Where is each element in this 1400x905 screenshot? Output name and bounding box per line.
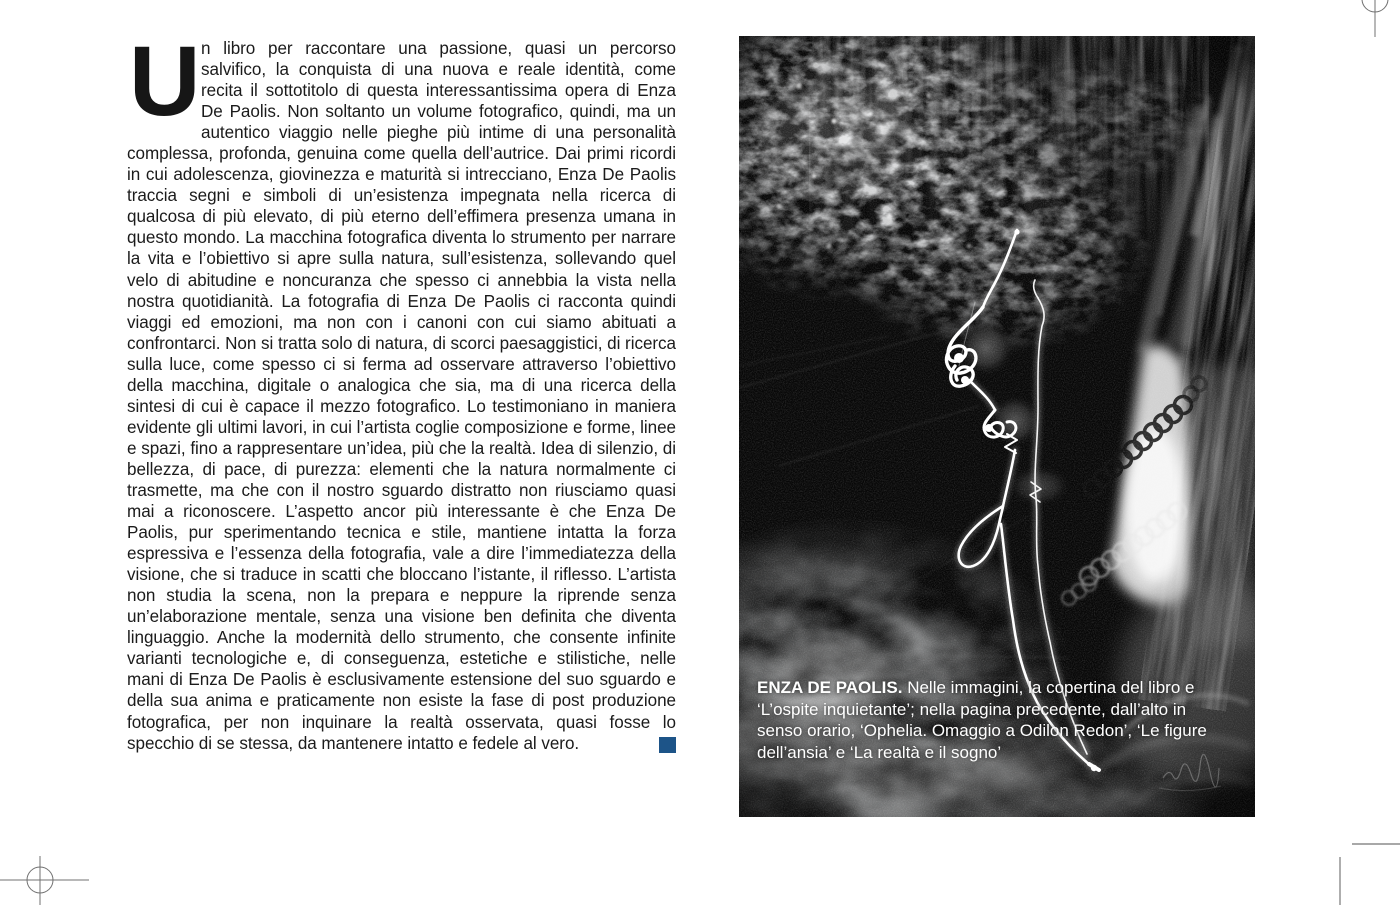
end-of-article-marker [659, 737, 676, 753]
article-column [127, 25, 676, 754]
crop-marks-bottom-right [1340, 844, 1400, 905]
article-paragraph [127, 25, 676, 754]
caption-lead: ENZA DE PAOLIS. [757, 678, 903, 697]
photo-caption [757, 677, 1217, 763]
caption-text: Nelle immagini, la copertina del libro e ‘L’ospite inquietante’; nella pagina precedente, dall’alto in senso orario, ‘Ophelia. Omaggio a Odilon Redon’, ‘Le figure dell’ansia’ e ‘La realtà e il sogno’ [757, 678, 1207, 762]
registration-mark-top-right [1362, 0, 1388, 37]
photo-figure [739, 36, 1255, 817]
drop-cap: U [129, 25, 199, 136]
article-body-text: n libro per raccontare una passione, quasi un percorso salvifico, la conquista di una nuova e reale identità, come recita il sottotitolo di questa interessantissima opera di Enza De Paolis. Non soltanto un volume fotografico, quindi, ma un autentico viaggio nelle pieghe più intime di una personalità complessa, profonda, genuina come quella dell’autrice. Dai primi ricordi in cui adolescenza, giovinezza e maturità si intrecciano, Enza De Paolis traccia segni e simboli di un’esistenza impegnata nella ricerca di qualcosa di più elevato, di più eterno dell’effimera presenza umana in questo mondo. La macchina fotografica diventa lo strumento per narrare la vita e l’obiettivo si apre sulla natura, sull’esistenza, sollevando quel velo di abitudine e noncuranza che spesso ci annebbia la vista nella nostra quotidianità. La fotografia di Enza De Paolis ci racconta quindi viaggi ed emozioni, ma non con i canoni con cui siamo abituati a confrontarci. Non si tratta solo di natura, di scorci paesaggistici, di ricerca sulla luce, come spesso ci si ferma ad osservare attraverso l’obiettivo della macchina, digitale o analogica che sia, ma di una ricerca della sintesi di cui è capace il mezzo fotografico. Lo testimoniano in maniera evidente gli ultimi lavori, in cui l’artista coglie composizione e forme, linee e spazi, fino a rappresentare un’idea, più che la realtà. Idea di silenzio, di bellezza, di pace, di purezza: elementi che la natura normalmente ci trasmette, ma che con il nostro sguardo distratto non riusciamo quasi mai a riconoscere. L’aspetto ancor più interessante è che Enza De Paolis, pur sperimentando tecnica e stile, mantiene intatta la forza espressiva e l’essenza della fotografia, vale a dire l’immediatezza della visione, che si traduce in scatti che bloccano l’istante, il riflesso. L’artista non studia la scena, non la prepara e neppure la riprende senza un’elaborazione mentale, senza una visione ben definita che diventa linguaggio. Anche la modernità dello strumento, che consente infinite varianti tecnologiche e, di conseguenza, estetiche e stilistiche, nelle mani di Enza De Paolis è esclusivamente estensione del suo sguardo e della sua anima e praticamente non esiste la fase di post produzione fotografica, per non inquinare la realtà osservata, quasi fosse lo specchio di se stessa, da mantenere intatto e fedele al vero. [127, 39, 676, 753]
registration-mark-bottom-left [0, 856, 89, 905]
